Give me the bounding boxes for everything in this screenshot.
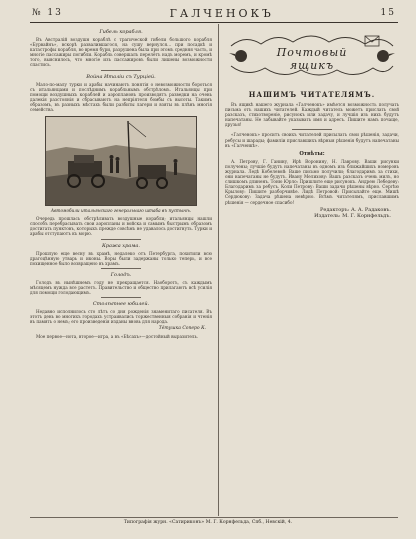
section-text-famine: Голодъ въ нынѣшнемъ году не прекращается. Наоборотъ, съ каждымъ мѣсяцемъ нужда все растетъ. Правительство и общество прилагаютъ всѣ усилія для помощи голодающимъ.: [30, 279, 212, 295]
mailbox-banner-text: Почтовый ящикъ: [276, 46, 348, 72]
news-photo: [45, 116, 197, 206]
section-title-war: Война Италіи съ Турціей.: [86, 73, 156, 80]
section-text-planes: Очередь прошлась обстрѣливать воздушные корабли; итальянцы нашли способъ перебрасывать свои аэропланы и войска и самымъ быстрымъ образомъ достигать пунктовъ, которыхъ прежде совсѣмъ не удавалось достигнуть. Турки и арабы отступаютъ къ морю.: [30, 216, 212, 237]
magazine-title: ГАЛЧЕНОКЪ: [169, 6, 274, 20]
section-title-jubilee: Столѣтнее юбилей.: [92, 301, 150, 308]
publisher-line: Издатель: М. Г. Корнфельдъ.: [314, 213, 391, 220]
issue-number: № 13: [32, 8, 63, 18]
section-text-jubilee: Недавно исполнилось сто лѣтъ со дня рожденія знаменитаго писателя. Въ этотъ день во многихъ городахъ устраивались торжественныя собранія и чтенія въ память о немъ; его произведенія изданы вновь для народа.: [30, 309, 212, 325]
right-column: [225, 26, 399, 220]
readers-intro-text: Въ ящикѣ нашего журнала «Галченокъ» имѣется возможность получать письма отъ нашихъ читателей. Каждый читатель можетъ прислать свой разсказъ, стихотвореніе, рисунокъ или задачу, и лучшія изъ нихъ будутъ напечатаны. Не забывайте указывать имя и адресъ. Пишите намъ почаще, друзья!: [225, 102, 399, 128]
photo-caption: Автомобили итальянскаго генеральнаго штаба въ пустынѣ.: [50, 208, 192, 214]
signature: Тётушка Соперо К.: [158, 326, 206, 332]
column-divider: [218, 24, 219, 516]
section-title-readers: НАШИМЪ ЧИТАТЕЛЯМЪ.: [248, 90, 376, 99]
readers-second-text: «Галченокъ» проситъ своихъ читателей присылать свои рѣшенія, задачи, ребусы и шарады; фамиліи приславшихъ вѣрныя рѣшенія будутъ напечатаны въ «Галченкѣ».: [225, 132, 399, 148]
left-column: [30, 26, 212, 341]
page-header: [32, 6, 396, 20]
riddle-text: Мое первое—нота, второе—игра, а въ «Бѣсахъ»—достойный выразитель.: [36, 334, 199, 340]
section-text-war: Мало-по-малу турки и арабы начинаютъ понятія о невозможности бороться съ итальянцами и послѣднимъ корабльнымъ обстрѣломъ. Итальянцы при помощи воздушныхъ кораблей и аэроплановъ производятъ разведки на очень далекія разстоянія и сбрасываютъ на непріятеля бомбы съ высоты. Такимъ образомъ, въ разныхъ мѣстахъ были разбиты лагери и взяты въ плѣнъ многія семейства.: [30, 81, 212, 113]
mailbox-banner: [225, 26, 399, 84]
answers-text: А. Петрову, Г. Ганину, Ирѣ Воронину, Н. Лаврову. Ваши рисунки получены; лучшіе будутъ напечатаны въ одномъ изъ ближайшихъ номеровъ журнала. Ледѣ Кобелевой: Ваше письмо получили; благодаримъ за стихи, они напечатаны не будутъ. Ивану Мелихову: Вашъ разсказъ очень милъ, но слишкомъ длиненъ. Тоню Юрло: Пришлите еще рисунокъ. Андрею Лебедеву: Благодаримъ за ребусъ. Коли Петрову: Ваши задачи рѣшены вѣрно. Сергѣю Крылову: Пишите разборчивѣе. Лидѣ Петровой: Присылайте еще. Мишѣ Сердюкову: Задача рѣшена невѣрно. Всѣмъ читателямъ, приславшимъ рѣшенія — сердечное спасибо!: [225, 158, 399, 205]
divider: [101, 239, 141, 240]
divider: [101, 268, 141, 269]
header-rule: [30, 22, 398, 23]
footer-rule: [30, 517, 398, 518]
divider: [101, 70, 141, 71]
editor-line: Редакторъ: А. А. Радаковъ.: [320, 206, 391, 213]
answers-title: Отвѣты:: [299, 150, 325, 157]
section-title-famine: Голодъ.: [110, 271, 132, 278]
section-title-theft: Кража храма.: [101, 242, 141, 249]
page-number: 15: [380, 8, 396, 18]
divider: [292, 129, 332, 130]
section-text-shipwreck: Въ Австралій воздушн кораблѣ с трагической гибели большого корабля «Бурвайнъ», вскорѣ развалившагося, на сушу вернулся... при посадкѣ и катастрофы корабля, во время бури, разрушена была при этомъ средняя часть, и многіе пассажиры погибли. Корабль совершалъ перелётъ надъ моремъ, и кромѣ того, выяснилось, что многіе изъ пассажировъ были лишены возможности спастись.: [30, 37, 212, 68]
divider: [101, 297, 141, 298]
printer-line: Типографія журн. «Сатириконъ» М. Г. Корнфельда, Спб., Невскій, 4.: [123, 520, 293, 525]
section-text-theft: Прошлую еще весну въ храмѣ, недалеко отъ Петербурга, похитили всю драгоцѣнную утварь и иконы. Воры были задержаны только теперь, и все похищенное было возвращено въ храмъ.: [30, 250, 212, 266]
section-title-shipwreck: Гибель корабля.: [99, 29, 143, 35]
